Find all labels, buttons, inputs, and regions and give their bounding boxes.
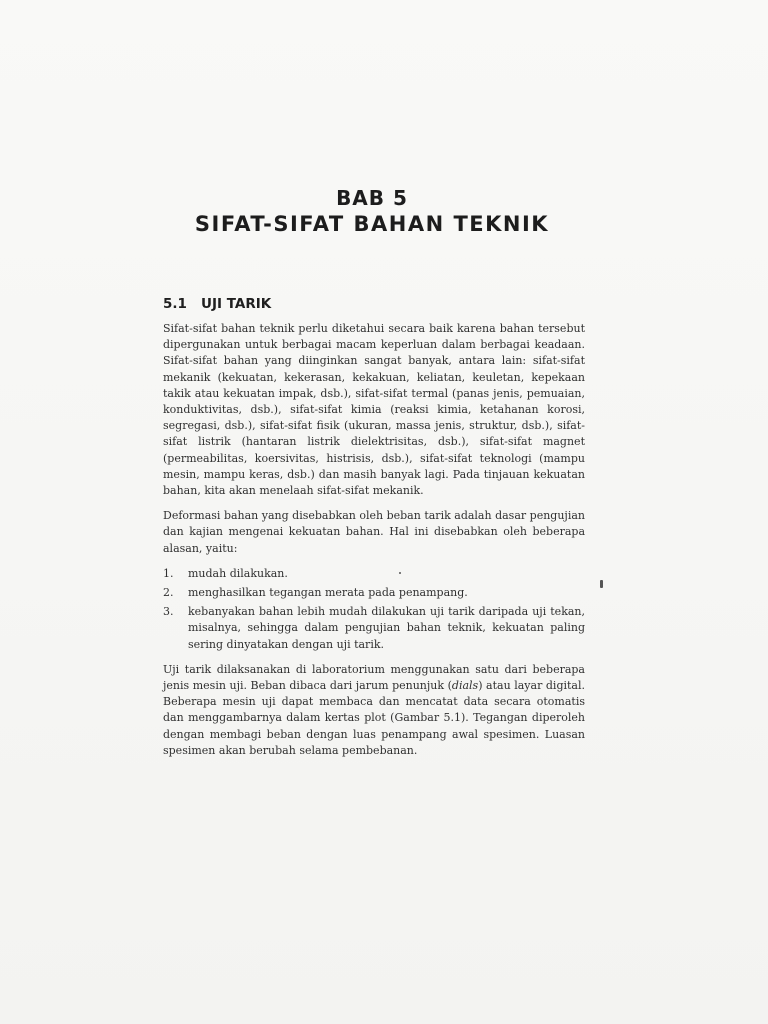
- list-marker: 3.: [163, 605, 174, 619]
- paragraph-tensile-test: [163, 662, 585, 759]
- list-marker: 2.: [163, 586, 174, 600]
- list-item-text: kebanyakan bahan lebih mudah dilakukan uji tarik daripada uji tekan, misalnya, sehingga dalam pengujian bahan teknik, kekuatan paling sering dinyatakan dengan uji tarik.: [188, 605, 585, 651]
- italic-term: dials: [451, 679, 479, 693]
- section-title: UJI TARIK: [201, 296, 272, 312]
- list-item: [163, 604, 585, 653]
- chapter-number: BAB 5: [336, 186, 408, 210]
- section-heading: [163, 296, 271, 312]
- list-item: [163, 585, 585, 601]
- reasons-list: [163, 566, 585, 653]
- list-item-text: mudah dilakukan.: [188, 566, 288, 580]
- chapter-title: SIFAT-SIFAT BAHAN TEKNIK: [194, 212, 550, 236]
- paragraph-deformation: Deformasi bahan yang disebabkan oleh beban tarik adalah dasar pengujian dan kajian mengenai kekuatan bahan. Hal ini disebabkan oleh beberapa alasan, yaitu:: [163, 509, 585, 555]
- list-item: [163, 566, 585, 582]
- body-text: [163, 321, 585, 768]
- paragraph-intro: Sifat-sifat bahan teknik perlu diketahui secara baik karena bahan tersebut dipergunakan untuk berbagai macam keperluan dalam berbagai keadaan. Sifat-sifat bahan yang diinginkan sangat banyak, antara lain: sifat-sifat mekanik (kekuatan, kekerasan, kekakuan, keliatan, keuletan, kepekaan takik atau kekuatan impak, dsb.), sifat-sifat termal (panas jenis, pemuaian, konduktivitas, dsb.), sifat-sifat kimia (reaksi kimia, ketahanan korosi, segregasi, dsb.), sifat-sifat fisik (ukuran, massa jenis, struktur, dsb.), sifat-sifat listrik (hantaran listrik dielektrisitas, dsb.), sifat-sifat magnet (permeabilitas, koersivitas, histrisis, dsb.), sifat-sifat teknologi (mampu mesin, mampu keras, dsb.) dan masih banyak lagi. Pada tinjauan kekuatan bahan, kita akan menelaah sifat-sifat mekanik.: [163, 322, 585, 498]
- paragraph-text-part: ) atau layar digital. Beberapa mesin uji dapat membaca dan mencatat data secara otomatis dan menggambarnya dalam kertas plot (Gambar 5.1). Tegangan diperoleh dengan membagi beban dengan luas penampang awal spesimen. Luasan spesimen akan berubah selama pembebanan.: [163, 679, 586, 757]
- list-item-text: menghasilkan tegangan merata pada penampang.: [188, 586, 468, 600]
- scan-speck: [600, 580, 603, 588]
- scan-speck: [399, 572, 401, 574]
- paragraph-text-part: Uji tarik dilaksanakan di laboratorium menggunakan satu dari beberapa jenis mesin uji. Beban dibaca dari jarum penunjuk (: [163, 662, 585, 693]
- section-number: 5.1: [163, 296, 187, 312]
- list-marker: 1.: [163, 566, 174, 580]
